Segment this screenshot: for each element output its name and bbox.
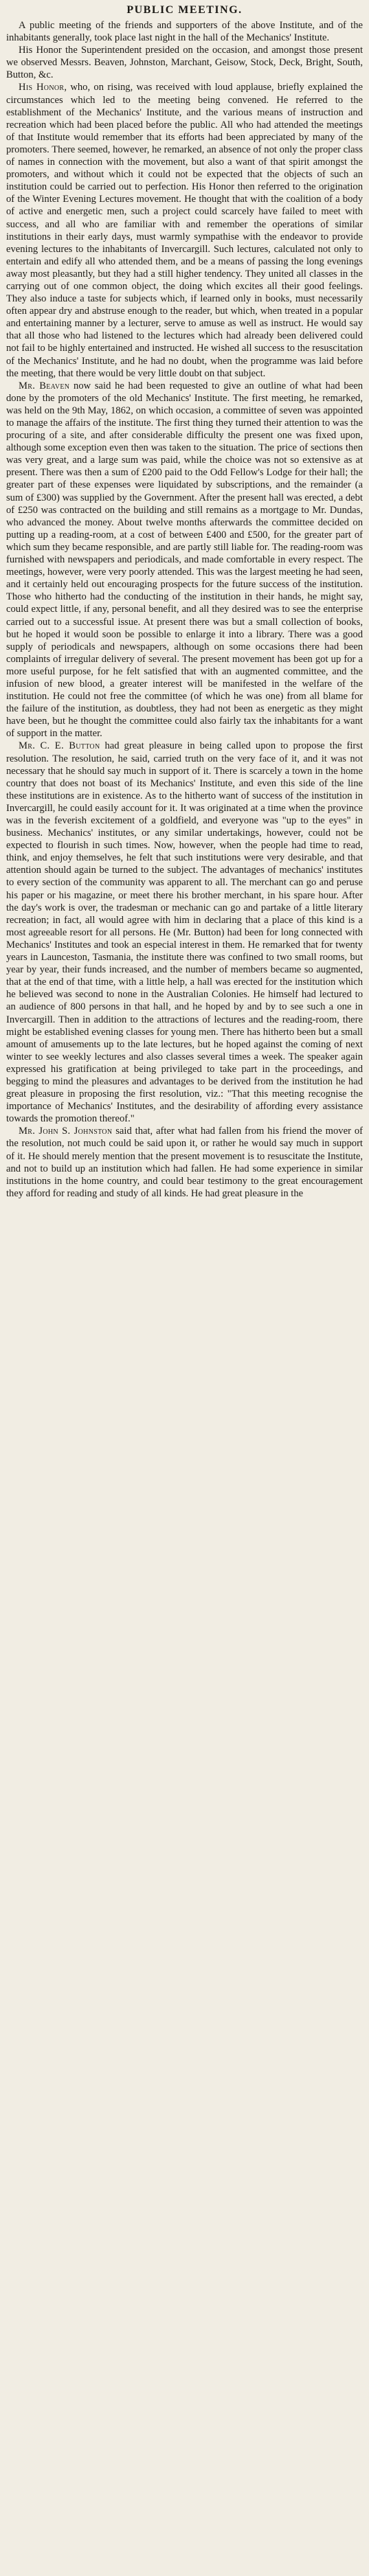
speech-text: , who, on rising, was received with loud applause, briefly explained the circumstances which led to the meeting being convened. He referred to the establishment of the Mechanics' Institute, and the various means of instruction and recreation which had been placed before the public. All who had attended the meetings of that Institute would remember that its efforts had been appreciated by many of the promoters. There seemed, however, he remarked, an absence of not only the proper class of names in connection with the movement, but also a want of that spirit amongst the promoters, and without which it could not be expected that the objects of such an institution could be carried out to perfection. His Honor then referred to the origination of the Winter Evening Lectures movement. He thought that with the coalition of a body of active and energetic men, such a project could scarcely have failed to meet with success, and all who are familiar with and remember the operations of similar institutions in their early days, must warmly sympathise with the endeavor to provide evening lectures to the inhabitants of Invercargill. Such lectures, calculated not only to entertain and edify all who attended them, and be a means of passing the long evenings away most pleasantly, but they had a still higher tendency. They united all classes in the carrying out of one common object, the doing which excites all their good feelings. They also induce a taste for subjects which, if learned only in books, must necessarily often appear dry and abstruse enough to the reader, but which, when treated in a popular and entertaining manner by a lecturer, serve to amuse as well as instruct. He would say that all those who had listened to the lectures which had already been delivered could not fail to be highly entertained and instructed. He wished all success to the resuscitation of the Mechanics' Institute, and he had no doubt, when the programme was laid before the meeting, that there would be very little doubt on that subject. <box>6 82 364 379</box>
speaker-name: Mr. C. E. Button <box>19 740 100 752</box>
paragraph-superintendent-speech <box>6 81 363 379</box>
paragraph-johnston-speech <box>6 1125 363 1200</box>
article-title: PUBLIC MEETING. <box>126 4 243 16</box>
speaker-name: His Honor <box>19 82 65 93</box>
speaker-name: Mr. Beaven <box>19 380 70 391</box>
speech-text: now said he had been requested to give an outline of what had been done by the promoters of the old Mechanics' Institute. The first meeting, he remarked, was held on the 9th May, 1862, on which occasion, a committee of seven was appointed to manage the affairs of the institute. The first thing they turned their attention to was the procuring of a site, and after considerable difficulty the present one was fixed upon, although some exception even then was taken to the situation. The price of sections then was very great, and a large sum was paid, while the choice was not so extensive as at present. There was then a sum of £200 paid to the Odd Fellow's Lodge for their hall; the greater part of these expenses were liquidated by subscriptions, and the remainder (a sum of £300) was supplied by the Government. After the present hall was erected, a debt of £250 was contracted on the building and still remains as a mortgage to Mr. Dundas, who advanced the money. About twelve months afterwards the committee decided on putting up a reading-room, at a cost of between £400 and £500, for the greater part of which sum they became responsible, and are partly still liable for. The reading-room was furnished with newspapers and periodicals, and made comfortable in every respect. The meetings, however, were very poorly attended. This was the largest meeting he had seen, and it certainly held out encouraging prospects for the future success of the institution. Those who hitherto had the conducting of the institution in their hands, he might say, could expect little, if any, personal benefit, and all they desired was to see the enterprise carried out to a successful issue. At present there was but a small collection of books, but he hoped it would soon be possible to enlarge it into a library. There was a good supply of periodicals and newspapers, although on some occasions there had been complaints of irregular delivery of several. The present movement has been got up for a more useful purpose, for he felt satisfied that with an augmented committee, and the infusion of new blood, a greater interest will be manifested in the welfare of the institution. He could not free the committee (of which he was one) from all blame for the failure of the institution, as doubtless, they had not been as energetic as they might have been, but he thought the committee could also fairly tax the inhabitants for a want of support in the matter. <box>6 380 363 740</box>
speaker-name: Mr. John S. Johnston <box>19 1126 113 1137</box>
paragraph-intro <box>6 19 363 44</box>
speech-text: said that, after what had fallen from his friend the mover of the resolution, not much could be said upon it, or rather he would say much in support of it. He should merely mention that the present movement is to resuscitate the Institute, and not to build up an institution which had fallen. He had some experience in similar institutions in the home country, and could bear testimony to the great encouragement they afford for reading and study of all kinds. He had great pleasure in the <box>6 1126 363 1199</box>
paragraph-attendees-text: His Honor the Superintendent presided on the occasion, and amongst those present we observed Messrs. Beaven, Johnston, Marchant, Geisow, Stock, Deck, Bright, South, Button, &c. <box>6 45 363 81</box>
paragraph-attendees <box>6 44 363 81</box>
paragraph-button-speech <box>6 740 363 1125</box>
paragraph-intro-text: A public meeting of the friends and supporters of the above Institute, and of the inhabitants generally, took place last night in the hall of the Mechanics' Institute. <box>6 20 363 44</box>
paragraph-beaven-speech <box>6 380 363 740</box>
speech-text: had great pleasure in being called upon to propose the first resolution. The resolution, he said, carried truth on the very face of it, and it was not necessary that he should say much in support of it. There is scarcely a town in the home country that does not boast of its Mechanics' Institute, and even this side of the line these institutions are in existence. As to the hitherto want of success of the institution in Invercargill, he could easily account for it. It was originated at a time when the province was in the feverish excitement of a goldfield, and everyone was "up to the eyes" in business. Mechanics' institutes, or any similar undertakings, however, could not be expected to flourish in such times. Now, however, when the people had time to read, think, and enjoy themselves, he felt that such institutions were very desirable, and that attention should again be turned to the subject. The advantages of mechanics' institutes to every section of the community was apparent to all. The merchant can go and peruse his paper or his magazine, or meet there his brother merchant, in his spare hour. After the day's work is over, the tradesman or mechanic can go and partake of a little literary recreation; in fact, all would agree with him in declaring that a place of this kind is a most agreeable resort for all persons. He (Mr. Button) had been for long connected with Mechanics' Institutes and took an especial interest in them. He remarked that for twenty years in Launceston, Tasmania, the institute there was confined to two small rooms, but year by year, their funds increased, and the number of members became so augmented, that at the end of that time, with a little help, a hall was erected for the institution which he believed was second to none in the Australian Colonies. He himself had lectured to an audience of 800 persons in that hall, and he hoped by and by to see such a one in Invercargill. Then in addition to the attractions of lectures and the reading-room, there might be established evening classes for young men. There has hitherto been but a small amount of amusements up to the late lectures, but he hoped against the coming of next winter to see weekly lectures and also classes several times a week. The speaker again expressed his gratification at being privileged to take part in the proceedings, and begging to mind the pleasures and advantages to be derived from the institution he had great pleasure in proposing the first resolution, viz.: "That this meeting recognise the importance of Mechanics' Institutes, and the desirability of affording every assistance towards the promotion thereof." <box>6 740 363 1125</box>
